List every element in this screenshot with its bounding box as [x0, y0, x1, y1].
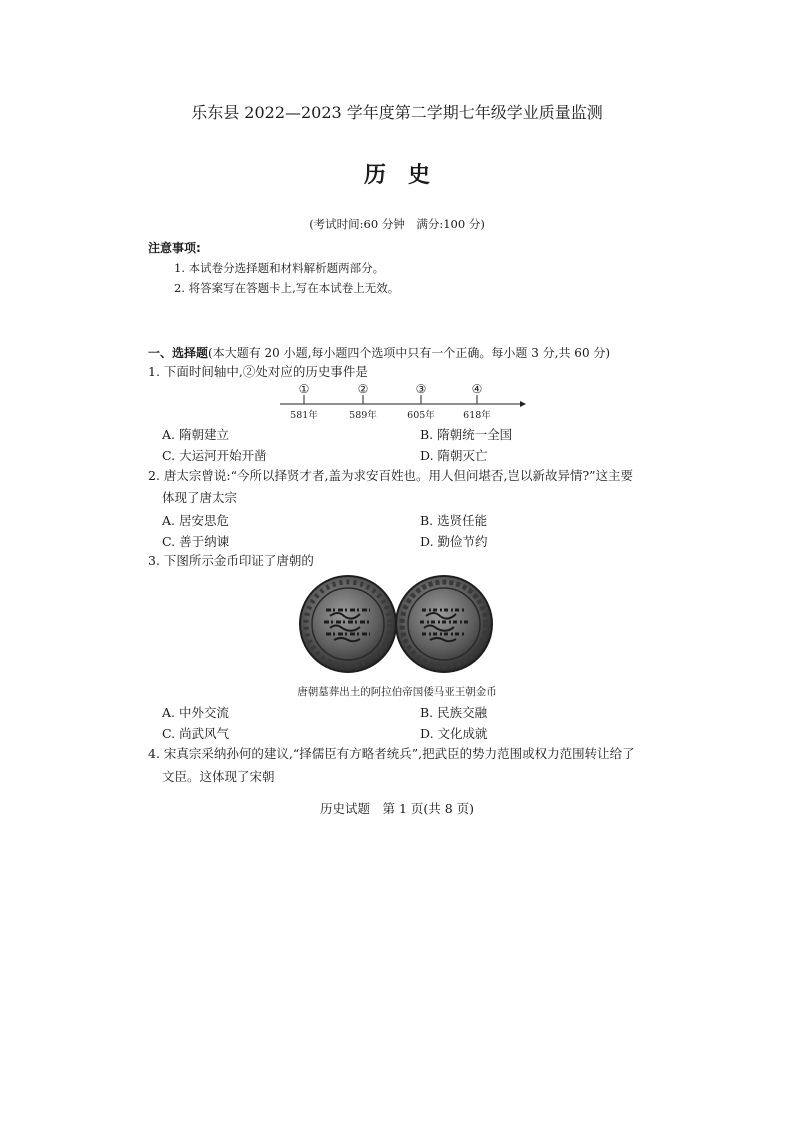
question-4-stem: 4. 宋真宗采纳孙何的建议,“择儒臣有方略者统兵”,把武臣的势力范围或权力范围转让给了 [148, 746, 635, 761]
note-item: 1. 本试卷分选择题和材料解析题两部分。 [174, 261, 385, 275]
coin-reverse [396, 576, 492, 672]
subject-title: 历史 [363, 162, 452, 188]
timeline-year: 605年 [407, 410, 435, 421]
question-4-stem-cont: 文臣。这体现了宋朝 [162, 769, 275, 784]
q1-option-c: C. 大运河开始开凿 [162, 448, 267, 463]
section-heading [148, 344, 610, 361]
q1-option-b: B. 隋朝统一全国 [420, 427, 513, 442]
q1-option-d: D. 隋朝灭亡 [420, 448, 488, 463]
q2-option-a: A. 居安思危 [162, 513, 229, 528]
note-item: 2. 将答案写在答题卡上,写在本试卷上无效。 [174, 281, 400, 295]
section-desc: (本大题有 20 小题,每小题四个选项中只有一个正确。每小题 3 分,共 60 分) [208, 346, 611, 360]
question-2-stem-cont: 体现了唐太宗 [162, 490, 238, 505]
question-3-stem: 3. 下图所示金币印证了唐朝的 [148, 553, 314, 568]
timeline-marker: ② [357, 382, 369, 396]
coin-obverse [300, 576, 396, 672]
q3-option-a: A. 中外交流 [162, 705, 229, 720]
timeline-marker: ③ [415, 382, 427, 396]
coin-caption: 唐朝墓葬出土的阿拉伯帝国倭马亚王朝金币 [297, 686, 497, 698]
q3-option-b: B. 民族交融 [420, 705, 488, 720]
q2-option-b: B. 选贤任能 [420, 513, 488, 528]
q3-option-c: C. 尚武风气 [162, 726, 230, 741]
question-1-stem: 1. 下面时间轴中,②处对应的历史事件是 [148, 364, 368, 379]
exam-info: (考试时间:60 分钟 满分:100 分) [309, 217, 485, 231]
section-label: 一、选择题 [148, 346, 209, 360]
q3-option-d: D. 文化成就 [420, 726, 488, 741]
gold-coins-image [296, 574, 496, 674]
q1-option-a: A. 隋朝建立 [162, 427, 229, 442]
q2-option-d: D. 勤俭节约 [420, 534, 488, 549]
timeline [280, 382, 530, 422]
timeline-year: 618年 [463, 410, 491, 421]
timeline-marker: ① [298, 382, 310, 396]
notes-heading: 注意事项: [148, 241, 201, 255]
timeline-marker: ④ [471, 382, 483, 396]
question-2-stem: 2. 唐太宗曾说:“今所以择贤才者,盖为求安百姓也。用人但问堪否,岂以新故异情?”这主要 [148, 468, 634, 483]
timeline-year: 589年 [349, 410, 377, 421]
q2-option-c: C. 善于纳谏 [162, 534, 230, 549]
timeline-year: 581年 [290, 410, 318, 421]
page-footer: 历史试题 第 1 页(共 8 页) [319, 801, 475, 816]
exam-title: 乐东县 2022—2023 学年度第二学期七年级学业质量监测 [191, 103, 603, 122]
